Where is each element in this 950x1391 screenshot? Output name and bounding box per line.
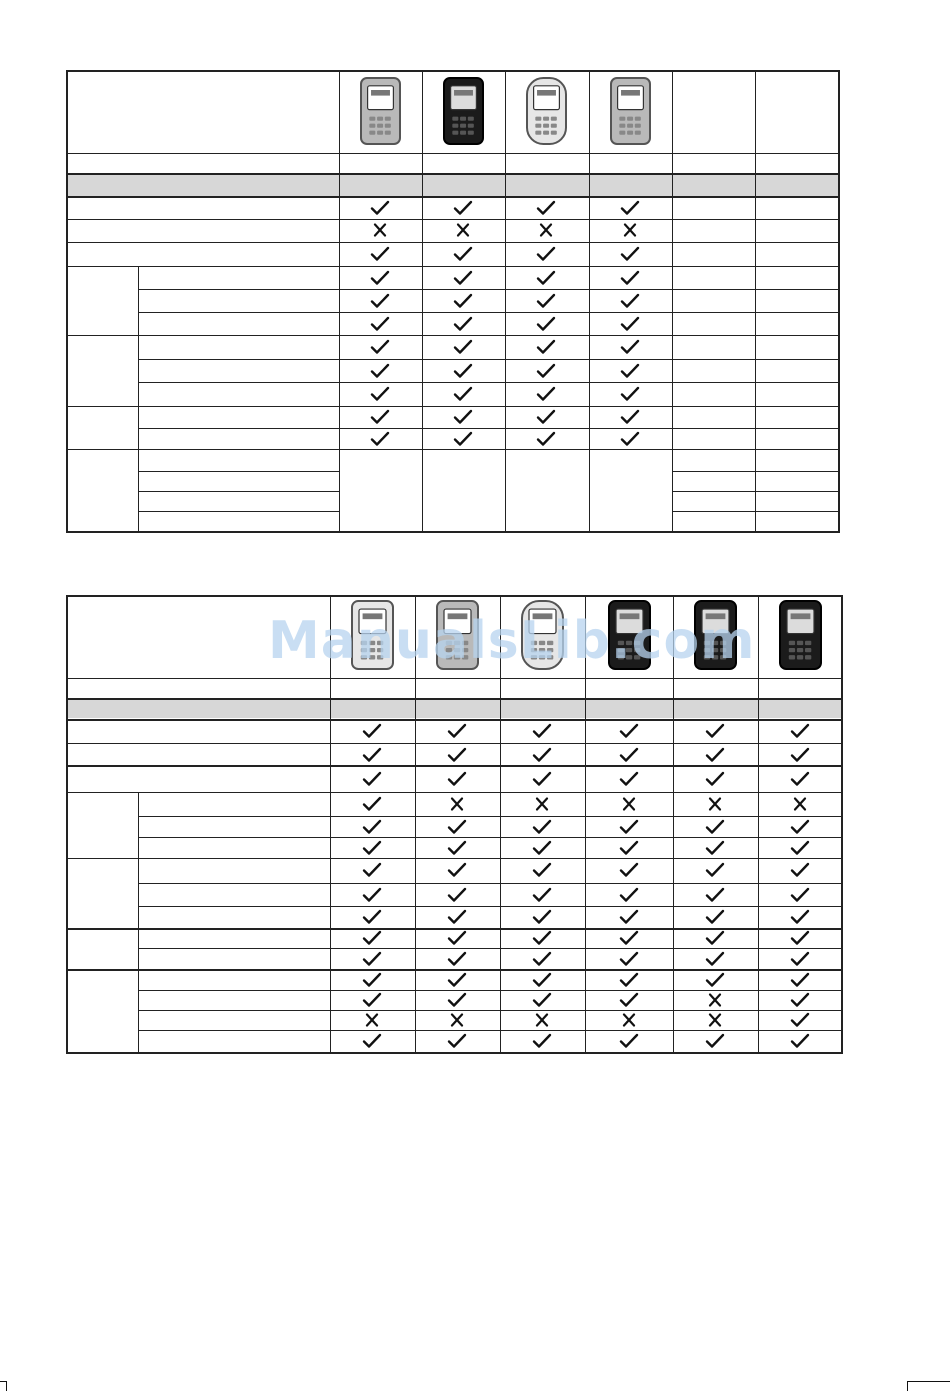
table1-top-border: [66, 70, 838, 72]
check-icon: [453, 246, 473, 262]
table2-right-border: [841, 595, 843, 1054]
check-icon: [532, 862, 552, 878]
check-icon: [532, 951, 552, 967]
check-icon: [790, 771, 810, 787]
grid-line-v: [138, 266, 139, 531]
check-icon: [370, 270, 390, 286]
check-icon: [619, 840, 639, 856]
check-icon: [447, 887, 467, 903]
grid-line-v: [422, 70, 423, 531]
grid-line-h: [66, 743, 841, 744]
grid-line-h: [138, 1030, 841, 1031]
check-icon: [370, 386, 390, 402]
check-icon: [619, 887, 639, 903]
grid-line-h: [138, 359, 838, 360]
check-icon: [370, 316, 390, 332]
check-icon: [447, 862, 467, 878]
grid-line-h: [138, 289, 838, 290]
check-icon: [705, 771, 725, 787]
grid-line-h: [66, 153, 838, 154]
check-icon: [705, 747, 725, 763]
grid-line-h: [66, 219, 838, 220]
check-icon: [453, 270, 473, 286]
cross-icon: [362, 1012, 382, 1028]
check-icon: [705, 723, 725, 739]
check-icon: [370, 293, 390, 309]
check-icon: [790, 992, 810, 1008]
check-icon: [705, 909, 725, 925]
check-icon: [362, 909, 382, 925]
grid-line-v: [138, 792, 139, 1052]
cross-icon: [705, 1012, 725, 1028]
grid-line-h: [66, 719, 841, 721]
grid-line-h: [66, 678, 841, 679]
grid-line-v: [505, 70, 506, 531]
table1-left-border: [66, 70, 68, 533]
grid-line-h: [66, 765, 841, 767]
grid-line-h: [138, 511, 339, 512]
grid-line-h: [66, 969, 841, 971]
check-icon: [620, 386, 640, 402]
check-icon: [453, 200, 473, 216]
grid-line-h: [66, 792, 841, 793]
grid-line-h: [66, 242, 838, 243]
check-icon: [790, 1033, 810, 1049]
check-icon: [620, 363, 640, 379]
check-icon: [370, 246, 390, 262]
check-icon: [447, 819, 467, 835]
grid-line-v: [672, 70, 673, 531]
cross-icon: [370, 222, 390, 238]
check-icon: [619, 862, 639, 878]
cross-icon: [790, 796, 810, 812]
grid-line-h: [66, 698, 841, 700]
grid-line-h: [138, 1010, 841, 1011]
check-icon: [362, 819, 382, 835]
check-icon: [362, 862, 382, 878]
check-icon: [447, 909, 467, 925]
phone-bar-black-icon: [442, 76, 485, 146]
check-icon: [453, 293, 473, 309]
section-band: [66, 700, 841, 718]
check-icon: [536, 316, 556, 332]
check-icon: [447, 747, 467, 763]
check-icon: [790, 1012, 810, 1028]
check-icon: [453, 363, 473, 379]
check-icon: [620, 270, 640, 286]
check-icon: [532, 992, 552, 1008]
check-icon: [619, 992, 639, 1008]
cross-icon: [447, 1012, 467, 1028]
check-icon: [619, 972, 639, 988]
grid-line-h: [66, 335, 838, 336]
check-icon: [790, 972, 810, 988]
check-icon: [705, 1033, 725, 1049]
watermark-text: ManualsLib.com: [268, 611, 756, 671]
grid-line-h: [138, 312, 838, 313]
check-icon: [536, 363, 556, 379]
cross-icon: [447, 796, 467, 812]
check-icon: [532, 1033, 552, 1049]
check-icon: [532, 723, 552, 739]
phone-bar-silver-icon: [609, 76, 652, 146]
table2-top-border: [66, 595, 841, 597]
check-icon: [362, 887, 382, 903]
check-icon: [447, 1033, 467, 1049]
check-icon: [536, 293, 556, 309]
check-icon: [619, 951, 639, 967]
check-icon: [447, 992, 467, 1008]
check-icon: [790, 747, 810, 763]
check-icon: [453, 339, 473, 355]
check-icon: [536, 246, 556, 262]
check-icon: [362, 951, 382, 967]
check-icon: [362, 723, 382, 739]
check-icon: [619, 819, 639, 835]
check-icon: [362, 771, 382, 787]
check-icon: [705, 862, 725, 878]
check-icon: [447, 951, 467, 967]
crop-mark-left-h: [0, 1381, 7, 1382]
grid-line-h: [138, 948, 841, 949]
grid-line-h: [66, 173, 838, 175]
check-icon: [620, 293, 640, 309]
check-icon: [790, 909, 810, 925]
grid-line-h: [138, 491, 339, 492]
crop-mark-right: [907, 1381, 908, 1391]
check-icon: [619, 723, 639, 739]
check-icon: [619, 1033, 639, 1049]
check-icon: [532, 930, 552, 946]
cross-icon: [532, 796, 552, 812]
grid-line-v: [339, 70, 340, 531]
check-icon: [619, 771, 639, 787]
check-icon: [447, 723, 467, 739]
check-icon: [370, 409, 390, 425]
check-icon: [790, 930, 810, 946]
crop-mark-left: [6, 1381, 7, 1391]
check-icon: [536, 409, 556, 425]
section-band: [66, 175, 838, 196]
crop-mark-right-h: [907, 1381, 950, 1382]
grid-line-h: [66, 266, 838, 267]
check-icon: [536, 386, 556, 402]
table2-left-border: [66, 595, 68, 1054]
check-icon: [705, 972, 725, 988]
check-icon: [532, 909, 552, 925]
grid-line-h: [138, 382, 838, 383]
check-icon: [790, 840, 810, 856]
grid-line-h: [138, 883, 841, 884]
cross-icon: [705, 796, 725, 812]
grid-line-v: [758, 595, 759, 1052]
grid-line-h: [66, 196, 838, 198]
table1-bottom-border: [66, 531, 838, 533]
check-icon: [536, 431, 556, 447]
cross-icon: [532, 1012, 552, 1028]
check-icon: [532, 771, 552, 787]
grid-line-h: [138, 428, 838, 429]
check-icon: [705, 930, 725, 946]
cross-icon: [619, 1012, 639, 1028]
check-icon: [453, 386, 473, 402]
check-icon: [619, 747, 639, 763]
cross-icon: [620, 222, 640, 238]
check-icon: [370, 431, 390, 447]
check-icon: [620, 316, 640, 332]
phone-slider-silver-icon: [359, 76, 402, 146]
check-icon: [705, 819, 725, 835]
phone-rounded-keypad-icon: [525, 76, 568, 146]
cross-icon: [453, 222, 473, 238]
check-icon: [532, 747, 552, 763]
check-icon: [790, 862, 810, 878]
check-icon: [536, 200, 556, 216]
table2-bottom-border: [66, 1052, 841, 1054]
check-icon: [705, 951, 725, 967]
check-icon: [536, 270, 556, 286]
check-icon: [370, 363, 390, 379]
check-icon: [620, 431, 640, 447]
check-icon: [790, 887, 810, 903]
check-icon: [370, 339, 390, 355]
check-icon: [532, 972, 552, 988]
check-icon: [619, 909, 639, 925]
check-icon: [705, 887, 725, 903]
grid-line-h: [138, 906, 841, 907]
check-icon: [447, 840, 467, 856]
check-icon: [362, 972, 382, 988]
check-icon: [453, 316, 473, 332]
check-icon: [790, 723, 810, 739]
check-icon: [790, 819, 810, 835]
check-icon: [453, 409, 473, 425]
check-icon: [362, 747, 382, 763]
check-icon: [370, 200, 390, 216]
grid-line-v: [589, 70, 590, 531]
check-icon: [453, 431, 473, 447]
check-icon: [362, 796, 382, 812]
check-icon: [620, 409, 640, 425]
cross-icon: [619, 796, 639, 812]
check-icon: [532, 840, 552, 856]
check-icon: [620, 200, 640, 216]
check-icon: [619, 930, 639, 946]
grid-line-h: [138, 990, 841, 991]
check-icon: [362, 1033, 382, 1049]
cross-icon: [705, 992, 725, 1008]
grid-line-h: [66, 406, 838, 407]
grid-line-h: [138, 471, 339, 472]
grid-line-v: [755, 70, 756, 531]
check-icon: [620, 339, 640, 355]
table1-right-border: [838, 70, 840, 533]
check-icon: [532, 819, 552, 835]
check-icon: [362, 992, 382, 1008]
phone-black-compact-icon: [778, 599, 823, 671]
check-icon: [536, 339, 556, 355]
check-icon: [362, 930, 382, 946]
check-icon: [447, 771, 467, 787]
check-icon: [447, 972, 467, 988]
grid-line-h: [138, 816, 841, 817]
grid-line-h: [66, 858, 841, 859]
check-icon: [447, 930, 467, 946]
grid-line-h: [66, 449, 838, 450]
check-icon: [532, 887, 552, 903]
check-icon: [362, 840, 382, 856]
check-icon: [790, 951, 810, 967]
cross-icon: [536, 222, 556, 238]
check-icon: [705, 840, 725, 856]
check-icon: [620, 246, 640, 262]
grid-line-h: [138, 837, 841, 838]
